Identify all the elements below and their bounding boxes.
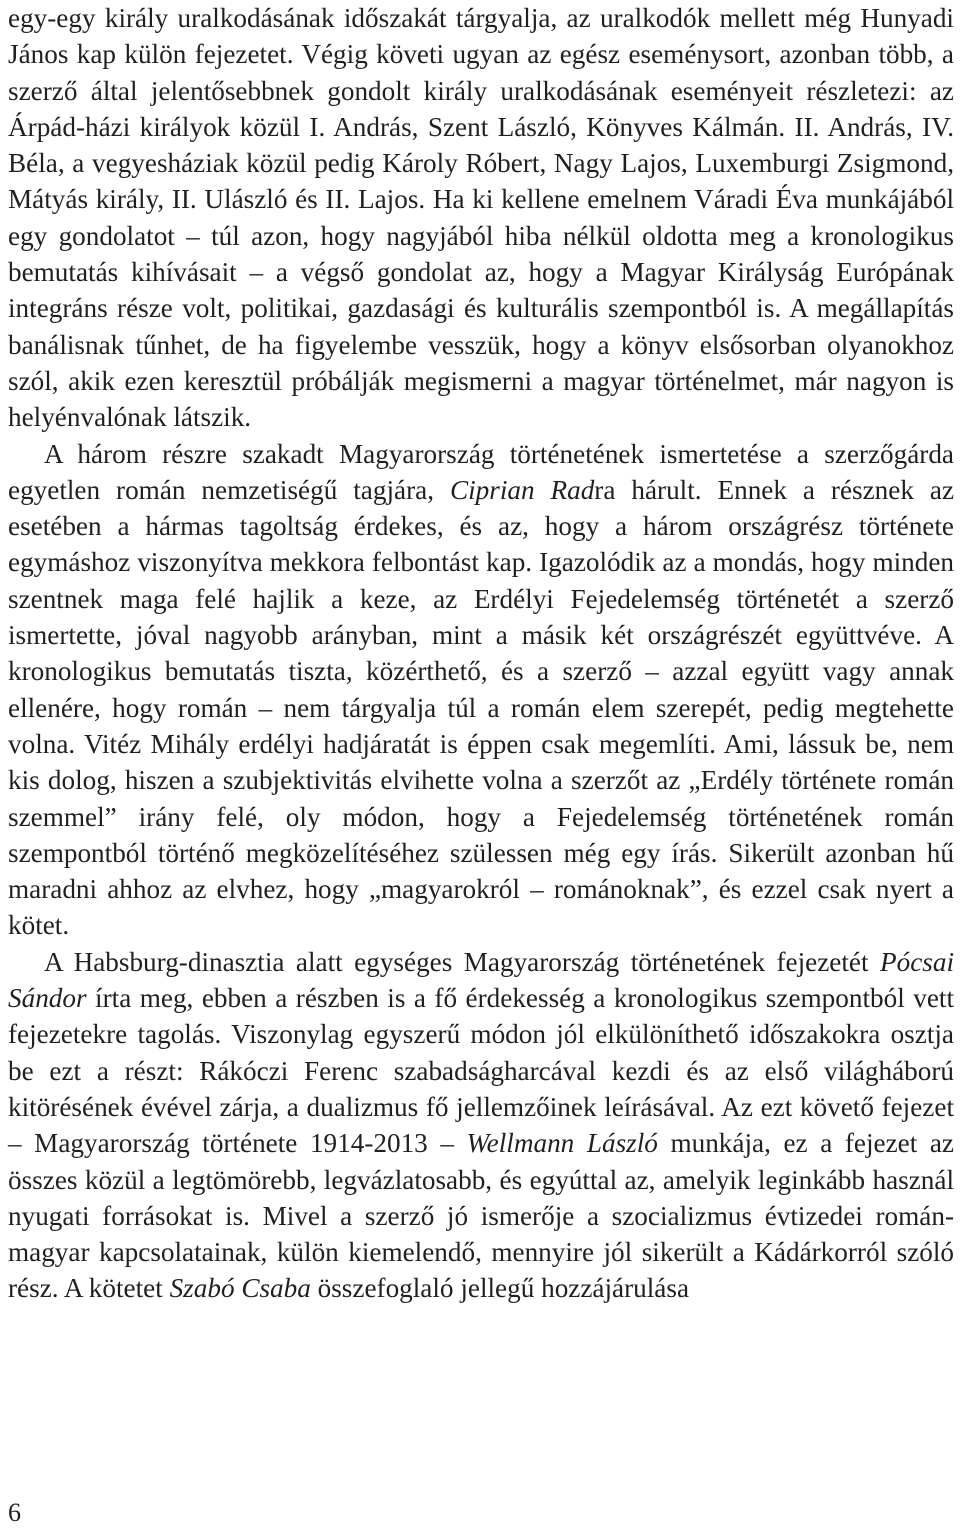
body-text <box>8 0 954 1307</box>
text-run: A három részre szakadt Magyarország történetének ismertetése a szerzőgárda egyetlen román nemzetiségű tagjára, <box>8 438 954 505</box>
paragraph-1 <box>8 0 954 436</box>
text-run: egy-egy király uralkodásának időszakát tárgyalja, az uralkodók mellett még Hunyadi János kap külön fejezetet. Végig követi ugyan az egész eseménysort, azonban több, a szerző által jelentősebbnek gondolt király uralkodásának eseményeit részletezi: az Árpád-házi királyok közül I. András, Szent László, Könyves Kálmán. II. András, IV. Béla, a vegyesháziak közül pedig Károly Róbert, Nagy Lajos, Luxemburgi Zsigmond, Mátyás király, II. Ulászló és II. Lajos. Ha ki kellene emelnem Váradi Éva munkájából egy gondolatot – túl azon, hogy nagyjából hiba nélkül oldotta meg a kronologikus bemutatás kihívásait – a végső gondolat az, hogy a Magyar Királyság Európának integráns része volt, politikai, gazdasági és kulturális szempontból is. A megállapítás banálisnak tűnhet, de ha figyelembe vesszük, hogy a könyv elsősorban olyanokhoz szól, akik ezen keresztül próbálják megismerni a magyar történelmet, már nagyon is helyénvalónak látszik. <box>8 3 954 433</box>
italic-name: Szabó Csaba <box>169 1273 311 1304</box>
text-run: írta meg, ebben a részben is a fő érdekesség a kronologikus szempontból vett fejezetekre tagolás. Viszonylag egyszerű módon jól elkülöníthető időszakokra osztja be ezt a részt: Rákóczi Ferenc szabadságharcával kezdi és az első világháború kitörésének évével zárja, a dualizmus fő jellemzőinek leírásával. Az ezt követő fejezet – Magyarország története 1914-2013 – <box>8 983 954 1159</box>
document-page <box>8 0 954 1530</box>
paragraph-2 <box>8 436 954 944</box>
text-run: összefoglaló jellegű hozzájárulása <box>310 1273 690 1304</box>
text-run: A Habsburg-dinasztia alatt egységes Magyarország történetének fejezetét <box>44 946 880 977</box>
italic-name: Ciprian Rad <box>449 474 595 505</box>
italic-name: Wellmann László <box>466 1128 658 1159</box>
text-run: munkája, ez a fejezet az összes közül a legtömörebb, legvázlatosabb, és egyúttal az, amelyik leginkább használ nyugati forrásokat is. Mivel a szerző jó ismerője a szocializmus évtizedei románmagyar kapcsolatainak, külön kiemelendő, mennyire jól sikerült a Kádárkorról szóló rész. A kötetet <box>8 1128 954 1304</box>
page-number: 6 <box>8 1498 21 1527</box>
italic-name: Pócsai Sándor <box>8 946 954 1014</box>
text-run: ra hárult. Ennek a résznek az esetében a hármas tagoltság érdekes, és az, hogy a három országrész története egymáshoz viszonyítva mekkora felbontást kap. Igazolódik az a mondás, hogy minden szentnek maga felé hajlik a keze, az Erdélyi Fejedelemség történetét a szerző ismertette, jóval nagyobb arányban, mint a másik két országrészét együttvéve. A kronologikus bemutatás tiszta, közérthető, és a szerző – azzal együtt vagy annak ellenére, hogy román – nem tárgyalja túl a román elem szerepét, pedig megtehette volna. Vitéz Mihály erdélyi hadjáratát is éppen csak megemlíti. Ami, lássuk be, nem kis dolog, hiszen a szubjektivitás elvihette volna a szerzőt az „Erdély története román szemmel” irány felé, oly módon, hogy a Fejedelemség történetének román szempontból történő megközelítéséhez szülessen még egy írás. Sikerült azonban hű maradni ahhoz az elvhez, hogy „magyarokról – románoknak”, és ezzel csak nyert a kötet. <box>8 474 955 941</box>
paragraph-3 <box>8 944 954 1307</box>
